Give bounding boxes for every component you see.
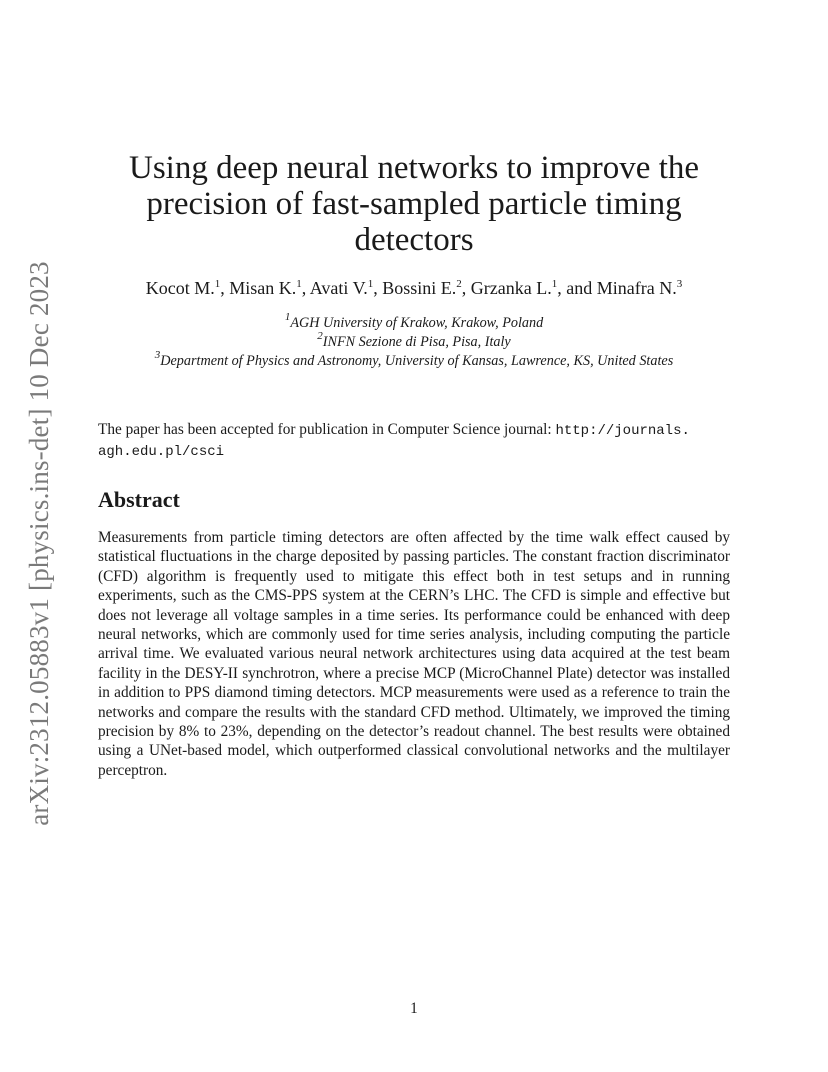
- affiliation-list: [90, 311, 738, 371]
- abstract-heading: Abstract: [98, 487, 180, 512]
- author-list: [98, 276, 730, 300]
- affiliation: $^3$Department of Physics and Astronomy, University of Kansas, Lawrence, KS, United States: [154, 349, 674, 369]
- affiliation: $^1$AGH University of Krakow, Krakow, Poland: [284, 311, 544, 331]
- journal-link[interactable]: http://journals. agh.edu.pl/csci: [98, 423, 690, 460]
- affiliation: $^2$INFN Sezione di Pisa, Pisa, Italy: [317, 330, 511, 350]
- author: Avati V.$^1$,: [309, 278, 383, 298]
- author: Grzanka L.$^1$, and: [470, 278, 597, 298]
- page-number: 1: [410, 1000, 418, 1017]
- arxiv-sidebar: [22, 258, 56, 828]
- author: Kocot M.$^1$,: [145, 278, 230, 298]
- arxiv-identifier: arXiv:2312.05883v1 [physics.ins-det] 10 Dec 2023: [23, 260, 54, 826]
- author: Misan K.$^1$,: [229, 278, 310, 298]
- author: Minafra N.$^3$: [596, 278, 683, 298]
- abstract-text: Measurements from particle timing detectors are often affected by the time walk effect caused by statistical fluctuations in the charge deposited by passing particles. The constant fraction discriminator (CFD) algorithm is frequently used to mitigate this effect both in test setups and in running experiments, such as the CMS-PPS system at the CERN’s LHC. The CFD is simple and effective but does not leverage all voltage samples in a time series. Its performance could be enhanced with deep neural networks, which are commonly used for time series analysis, including computing the particle arrival time. We evaluated various neural network architectures using data acquired at the test beam facility in the DESY-II synchrotron, where a precise MCP (MicroChannel Plate) detector was installed in addition to PPS diamond timing detectors. MCP measurements were used as a reference to train the networks and compare the results with the standard CFD method. Ultimately, we improved the timing precision by 8% to 23%, depending on the detector’s readout channel. The best results were obtained using a UNet-based model, which outperformed classical convolutional networks and the multilayer perceptron.: [98, 529, 730, 779]
- author: Bossini E.$^2$,: [382, 278, 471, 298]
- publication-note-text: The paper has been accepted for publication in Computer Science journal:: [98, 421, 556, 438]
- paper-title: Using deep neural networks to improve the precision of fast-sampled particle timing detectors: [128, 150, 700, 258]
- publication-note: [98, 420, 736, 462]
